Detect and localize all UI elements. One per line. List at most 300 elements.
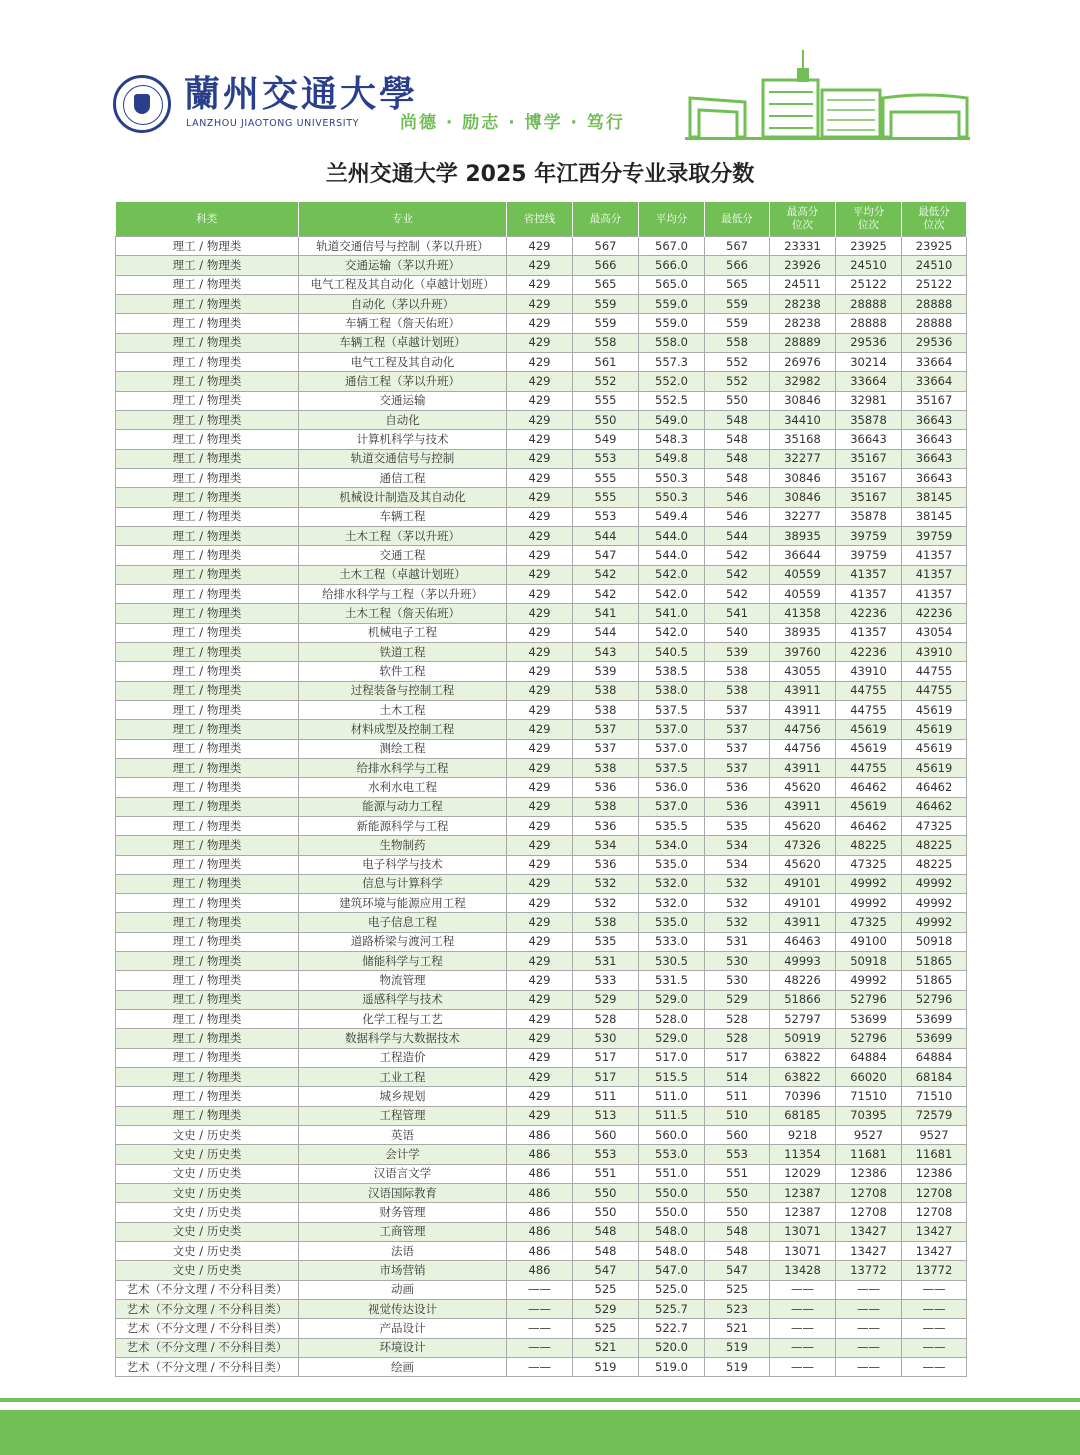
cell-max-score: 555 (573, 468, 639, 487)
cell-min-rank: 53699 (902, 1010, 967, 1029)
table-row (116, 1300, 967, 1319)
cell-category: 艺术（不分文理 / 不分科目类） (116, 1319, 299, 1338)
table-row (116, 1203, 967, 1222)
admission-scores-table (115, 202, 967, 1377)
cell-max-rank: 30846 (770, 391, 836, 410)
table-row (116, 1280, 967, 1299)
cell-control-line: 429 (507, 990, 573, 1009)
cell-min-score: 510 (705, 1106, 770, 1125)
cell-max-score: 538 (573, 681, 639, 700)
cell-max-rank: 28238 (770, 294, 836, 313)
cell-min-rank: 44755 (902, 662, 967, 681)
cell-avg-score: 552.0 (639, 372, 705, 391)
cell-max-score: 544 (573, 526, 639, 545)
cell-max-rank: 70396 (770, 1087, 836, 1106)
cell-avg-rank: 42236 (836, 642, 902, 661)
cell-major: 财务管理 (299, 1203, 507, 1222)
cell-avg-score: 530.5 (639, 952, 705, 971)
cell-major: 给排水科学与工程 (299, 758, 507, 777)
cell-avg-score: 525.7 (639, 1300, 705, 1319)
cell-control-line: 429 (507, 874, 573, 893)
cell-max-rank: —— (770, 1358, 836, 1377)
cell-min-rank: 25122 (902, 275, 967, 294)
cell-category: 文史 / 历史类 (116, 1126, 299, 1145)
cell-category: 理工 / 物理类 (116, 623, 299, 642)
cell-min-rank: 36643 (902, 410, 967, 429)
cell-max-score: 555 (573, 391, 639, 410)
cell-category: 理工 / 物理类 (116, 720, 299, 739)
table-row (116, 739, 967, 758)
cell-avg-rank: 41357 (836, 584, 902, 603)
cell-avg-rank: 46462 (836, 816, 902, 835)
cell-major: 绘画 (299, 1358, 507, 1377)
cell-max-rank: —— (770, 1280, 836, 1299)
table-row (116, 894, 967, 913)
cell-category: 理工 / 物理类 (116, 237, 299, 256)
cell-max-score: 538 (573, 913, 639, 932)
cell-category: 理工 / 物理类 (116, 932, 299, 951)
cell-category: 理工 / 物理类 (116, 1048, 299, 1067)
cell-avg-rank: 11681 (836, 1145, 902, 1164)
cell-category: 理工 / 物理类 (116, 584, 299, 603)
cell-min-score: 535 (705, 816, 770, 835)
cell-max-score: 539 (573, 662, 639, 681)
cell-control-line: 429 (507, 739, 573, 758)
cell-category: 理工 / 物理类 (116, 681, 299, 700)
cell-max-score: 566 (573, 256, 639, 275)
cell-max-rank: 40559 (770, 565, 836, 584)
cell-category: 理工 / 物理类 (116, 391, 299, 410)
cell-min-score: 537 (705, 720, 770, 739)
cell-max-score: 550 (573, 1203, 639, 1222)
cell-min-rank: 24510 (902, 256, 967, 275)
cell-min-score: 523 (705, 1300, 770, 1319)
cell-max-score: 559 (573, 294, 639, 313)
cell-min-rank: 45619 (902, 739, 967, 758)
cell-min-score: 552 (705, 352, 770, 371)
cell-avg-score: 522.7 (639, 1319, 705, 1338)
cell-category: 理工 / 物理类 (116, 662, 299, 681)
cell-avg-rank: 64884 (836, 1048, 902, 1067)
cell-avg-score: 544.0 (639, 526, 705, 545)
cell-avg-score: 535.5 (639, 816, 705, 835)
cell-category: 文史 / 历史类 (116, 1164, 299, 1183)
cell-min-score: 511 (705, 1087, 770, 1106)
cell-avg-rank: 24510 (836, 256, 902, 275)
cell-min-score: 548 (705, 449, 770, 468)
cell-major: 法语 (299, 1242, 507, 1261)
cell-category: 理工 / 物理类 (116, 797, 299, 816)
cell-avg-rank: 66020 (836, 1068, 902, 1087)
cell-max-rank: 43911 (770, 758, 836, 777)
table-row (116, 720, 967, 739)
cell-avg-rank: —— (836, 1358, 902, 1377)
cell-max-rank: 43911 (770, 681, 836, 700)
cell-avg-rank: 49992 (836, 894, 902, 913)
cell-min-score: 536 (705, 797, 770, 816)
table-row (116, 1222, 967, 1241)
cell-major: 交通运输（茅以升班） (299, 256, 507, 275)
cell-min-rank: 46462 (902, 778, 967, 797)
cell-major: 机械设计制造及其自动化 (299, 488, 507, 507)
cell-max-score: 529 (573, 990, 639, 1009)
cell-max-rank: 34410 (770, 410, 836, 429)
cell-major: 过程装备与控制工程 (299, 681, 507, 700)
cell-min-score: 565 (705, 275, 770, 294)
cell-control-line: 486 (507, 1145, 573, 1164)
cell-max-score: 519 (573, 1358, 639, 1377)
cell-min-rank: 41357 (902, 584, 967, 603)
cell-min-score: 550 (705, 1184, 770, 1203)
cell-avg-score: 533.0 (639, 932, 705, 951)
cell-avg-score: 559.0 (639, 294, 705, 313)
cell-control-line: 429 (507, 1010, 573, 1029)
cell-control-line: 429 (507, 507, 573, 526)
cell-major: 电子信息工程 (299, 913, 507, 932)
cell-control-line: 429 (507, 778, 573, 797)
cell-category: 理工 / 物理类 (116, 565, 299, 584)
cell-max-rank: 49993 (770, 952, 836, 971)
cell-max-rank: 28238 (770, 314, 836, 333)
cell-max-rank: 28889 (770, 333, 836, 352)
cell-control-line: 429 (507, 720, 573, 739)
cell-control-line: 429 (507, 797, 573, 816)
cell-category: 理工 / 物理类 (116, 1087, 299, 1106)
table-row (116, 1029, 967, 1048)
table-row (116, 1010, 967, 1029)
cell-control-line: 429 (507, 816, 573, 835)
cell-max-score: 553 (573, 507, 639, 526)
cell-min-rank: 41357 (902, 565, 967, 584)
cell-min-rank: 50918 (902, 932, 967, 951)
table-row (116, 758, 967, 777)
cell-category: 艺术（不分文理 / 不分科目类） (116, 1338, 299, 1357)
cell-max-score: 550 (573, 410, 639, 429)
table-row (116, 816, 967, 835)
cell-min-score: 530 (705, 971, 770, 990)
cell-min-rank: 33664 (902, 372, 967, 391)
cell-max-rank: 23926 (770, 256, 836, 275)
cell-category: 文史 / 历史类 (116, 1145, 299, 1164)
cell-avg-rank: 9527 (836, 1126, 902, 1145)
cell-major: 自动化（茅以升班） (299, 294, 507, 313)
cell-min-score: 547 (705, 1261, 770, 1280)
cell-min-score: 559 (705, 314, 770, 333)
cell-major: 机械电子工程 (299, 623, 507, 642)
cell-max-score: 528 (573, 1010, 639, 1029)
cell-max-rank: 23331 (770, 237, 836, 256)
cell-max-rank: 13071 (770, 1222, 836, 1241)
cell-major: 给排水科学与工程（茅以升班） (299, 584, 507, 603)
cell-min-rank: —— (902, 1280, 967, 1299)
cell-max-rank: 46463 (770, 932, 836, 951)
cell-min-rank: 39759 (902, 526, 967, 545)
cell-max-score: 534 (573, 836, 639, 855)
cell-category: 理工 / 物理类 (116, 333, 299, 352)
cell-max-rank: 32982 (770, 372, 836, 391)
cell-major: 视觉传达设计 (299, 1300, 507, 1319)
cell-avg-rank: 50918 (836, 952, 902, 971)
cell-category: 理工 / 物理类 (116, 1010, 299, 1029)
cell-major: 储能科学与工程 (299, 952, 507, 971)
cell-avg-score: 566.0 (639, 256, 705, 275)
cell-major: 工业工程 (299, 1068, 507, 1087)
cell-category: 理工 / 物理类 (116, 352, 299, 371)
cell-category: 理工 / 物理类 (116, 913, 299, 932)
cell-max-rank: —— (770, 1300, 836, 1319)
column-header-max-rank: 最高分位次 (770, 202, 836, 237)
cell-control-line: —— (507, 1319, 573, 1338)
cell-control-line: 429 (507, 1029, 573, 1048)
cell-major: 通信工程（茅以升班） (299, 372, 507, 391)
cell-major: 市场营销 (299, 1261, 507, 1280)
cell-category: 文史 / 历史类 (116, 1261, 299, 1280)
cell-category: 理工 / 物理类 (116, 526, 299, 545)
cell-min-rank: 71510 (902, 1087, 967, 1106)
cell-avg-rank: 46462 (836, 778, 902, 797)
cell-min-score: 529 (705, 990, 770, 1009)
cell-min-score: 542 (705, 584, 770, 603)
cell-category: 理工 / 物理类 (116, 874, 299, 893)
cell-max-rank: 11354 (770, 1145, 836, 1164)
cell-max-rank: —— (770, 1319, 836, 1338)
cell-min-score: 538 (705, 681, 770, 700)
cell-avg-rank: 70395 (836, 1106, 902, 1125)
cell-max-rank: 41358 (770, 604, 836, 623)
cell-min-score: 550 (705, 391, 770, 410)
cell-control-line: 429 (507, 294, 573, 313)
cell-control-line: 429 (507, 256, 573, 275)
cell-min-rank: 28888 (902, 294, 967, 313)
cell-major: 车辆工程（詹天佑班） (299, 314, 507, 333)
cell-control-line: —— (507, 1338, 573, 1357)
cell-avg-score: 536.0 (639, 778, 705, 797)
cell-control-line: —— (507, 1300, 573, 1319)
cell-min-score: 550 (705, 1203, 770, 1222)
cell-category: 理工 / 物理类 (116, 739, 299, 758)
cell-avg-score: 567.0 (639, 237, 705, 256)
table-row (116, 952, 967, 971)
cell-avg-score: 537.0 (639, 739, 705, 758)
table-row (116, 1242, 967, 1261)
cell-category: 艺术（不分文理 / 不分科目类） (116, 1358, 299, 1377)
table-row (116, 913, 967, 932)
cell-min-score: 519 (705, 1338, 770, 1357)
cell-max-rank: 45620 (770, 778, 836, 797)
cell-min-rank: 49992 (902, 913, 967, 932)
cell-min-score: 534 (705, 855, 770, 874)
table-row (116, 565, 967, 584)
cell-avg-rank: 35167 (836, 449, 902, 468)
cell-min-score: 551 (705, 1164, 770, 1183)
cell-avg-score: 531.5 (639, 971, 705, 990)
cell-avg-score: 557.3 (639, 352, 705, 371)
cell-avg-score: 520.0 (639, 1338, 705, 1357)
cell-category: 理工 / 物理类 (116, 836, 299, 855)
cell-max-score: 549 (573, 430, 639, 449)
cell-avg-rank: 49992 (836, 971, 902, 990)
cell-min-rank: 49992 (902, 894, 967, 913)
table-row (116, 391, 967, 410)
cell-major: 轨道交通信号与控制（茅以升班） (299, 237, 507, 256)
cell-avg-score: 541.0 (639, 604, 705, 623)
cell-min-rank: 36643 (902, 430, 967, 449)
cell-max-rank: 39760 (770, 642, 836, 661)
table-row (116, 275, 967, 294)
column-header-avg-rank: 平均分位次 (836, 202, 902, 237)
cell-min-rank: 33664 (902, 352, 967, 371)
cell-category: 理工 / 物理类 (116, 372, 299, 391)
cell-min-rank: 49992 (902, 874, 967, 893)
cell-max-score: 537 (573, 739, 639, 758)
cell-major: 生物制药 (299, 836, 507, 855)
cell-major: 工商管理 (299, 1222, 507, 1241)
table-row (116, 546, 967, 565)
table-row (116, 990, 967, 1009)
cell-min-rank: 9527 (902, 1126, 967, 1145)
cell-min-score: 544 (705, 526, 770, 545)
cell-avg-rank: 47325 (836, 855, 902, 874)
cell-major: 水利水电工程 (299, 778, 507, 797)
cell-avg-rank: —— (836, 1280, 902, 1299)
cell-min-score: 531 (705, 932, 770, 951)
cell-avg-score: 511.5 (639, 1106, 705, 1125)
cell-max-rank: 35168 (770, 430, 836, 449)
column-header-min-score: 最低分 (705, 202, 770, 237)
table-row (116, 1261, 967, 1280)
cell-major: 建筑环境与能源应用工程 (299, 894, 507, 913)
cell-max-rank: 50919 (770, 1029, 836, 1048)
cell-category: 理工 / 物理类 (116, 642, 299, 661)
table-row (116, 1087, 967, 1106)
cell-avg-rank: 52796 (836, 1029, 902, 1048)
cell-min-score: 528 (705, 1029, 770, 1048)
cell-max-rank: 44756 (770, 739, 836, 758)
cell-min-rank: 43910 (902, 642, 967, 661)
cell-control-line: 429 (507, 952, 573, 971)
table-row (116, 294, 967, 313)
table-row (116, 797, 967, 816)
cell-min-rank: 72579 (902, 1106, 967, 1125)
cell-major: 英语 (299, 1126, 507, 1145)
cell-min-score: 567 (705, 237, 770, 256)
cell-max-rank: 63822 (770, 1068, 836, 1087)
cell-major: 新能源科学与工程 (299, 816, 507, 835)
cell-avg-score: 517.0 (639, 1048, 705, 1067)
cell-max-rank: —— (770, 1338, 836, 1357)
cell-max-score: 567 (573, 237, 639, 256)
cell-major: 通信工程 (299, 468, 507, 487)
cell-avg-rank: 35167 (836, 468, 902, 487)
cell-min-score: 537 (705, 700, 770, 719)
cell-min-rank: 23925 (902, 237, 967, 256)
table-row (116, 430, 967, 449)
cell-min-score: 546 (705, 488, 770, 507)
cell-avg-score: 529.0 (639, 1029, 705, 1048)
cell-max-score: 561 (573, 352, 639, 371)
table-row (116, 836, 967, 855)
table-row (116, 584, 967, 603)
cell-avg-rank: 48225 (836, 836, 902, 855)
cell-max-rank: 30846 (770, 468, 836, 487)
cell-major: 车辆工程 (299, 507, 507, 526)
cell-category: 理工 / 物理类 (116, 410, 299, 429)
cell-major: 能源与动力工程 (299, 797, 507, 816)
cell-max-score: 536 (573, 816, 639, 835)
cell-control-line: 429 (507, 894, 573, 913)
cell-major: 土木工程（茅以升班） (299, 526, 507, 545)
cell-category: 理工 / 物理类 (116, 778, 299, 797)
cell-max-score: 543 (573, 642, 639, 661)
cell-max-score: 517 (573, 1068, 639, 1087)
table-row (116, 1358, 967, 1377)
cell-control-line: 429 (507, 546, 573, 565)
cell-category: 理工 / 物理类 (116, 952, 299, 971)
footer-divider (0, 1398, 1080, 1402)
cell-avg-score: 537.5 (639, 758, 705, 777)
cell-min-rank: 38145 (902, 488, 967, 507)
cell-avg-score: 515.5 (639, 1068, 705, 1087)
cell-min-rank: 48225 (902, 836, 967, 855)
table-row (116, 1164, 967, 1183)
cell-max-score: 550 (573, 1184, 639, 1203)
cell-control-line: 429 (507, 372, 573, 391)
cell-control-line: 429 (507, 642, 573, 661)
cell-min-rank: 41357 (902, 546, 967, 565)
cell-min-rank: —— (902, 1319, 967, 1338)
cell-max-rank: 52797 (770, 1010, 836, 1029)
cell-max-rank: 44756 (770, 720, 836, 739)
cell-avg-score: 532.0 (639, 894, 705, 913)
cell-max-score: 537 (573, 720, 639, 739)
cell-control-line: 429 (507, 275, 573, 294)
cell-min-score: 559 (705, 294, 770, 313)
cell-max-rank: 32277 (770, 449, 836, 468)
table-row (116, 410, 967, 429)
cell-avg-score: 528.0 (639, 1010, 705, 1029)
cell-max-rank: 49101 (770, 894, 836, 913)
cell-avg-score: 549.4 (639, 507, 705, 526)
cell-major: 计算机科学与技术 (299, 430, 507, 449)
cell-control-line: 429 (507, 700, 573, 719)
cell-category: 文史 / 历史类 (116, 1242, 299, 1261)
cell-category: 文史 / 历史类 (116, 1203, 299, 1222)
column-header-min-rank: 最低分位次 (902, 202, 967, 237)
table-row (116, 1338, 967, 1357)
cell-min-rank: 45619 (902, 700, 967, 719)
cell-max-score: 532 (573, 894, 639, 913)
cell-min-rank: 45619 (902, 758, 967, 777)
cell-min-score: 534 (705, 836, 770, 855)
cell-min-rank: 44755 (902, 681, 967, 700)
cell-category: 理工 / 物理类 (116, 971, 299, 990)
cell-max-rank: 48226 (770, 971, 836, 990)
table-row (116, 352, 967, 371)
cell-major: 软件工程 (299, 662, 507, 681)
cell-avg-rank: 13427 (836, 1222, 902, 1241)
cell-min-score: 525 (705, 1280, 770, 1299)
cell-control-line: 429 (507, 662, 573, 681)
cell-max-score: 525 (573, 1319, 639, 1338)
cell-avg-rank: —— (836, 1300, 902, 1319)
cell-max-rank: 49101 (770, 874, 836, 893)
column-header-category: 科类 (116, 202, 299, 237)
cell-avg-score: 549.8 (639, 449, 705, 468)
cell-control-line: 429 (507, 1106, 573, 1125)
cell-min-score: 548 (705, 1242, 770, 1261)
cell-min-rank: 36643 (902, 468, 967, 487)
cell-control-line: 429 (507, 971, 573, 990)
